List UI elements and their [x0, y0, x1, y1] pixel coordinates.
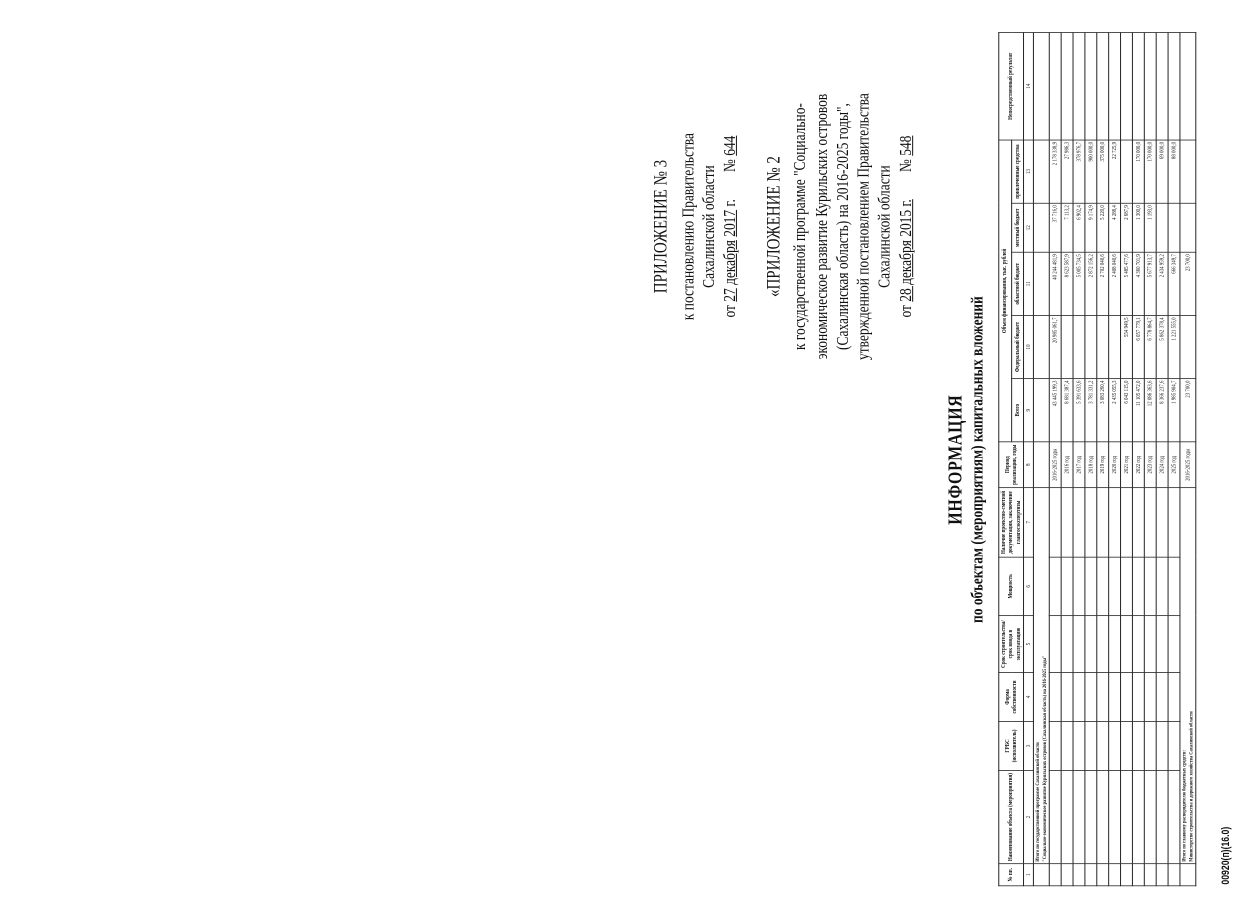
cell-federal: 20 985 061,7	[1050, 315, 1062, 378]
cell-federal	[1097, 315, 1109, 378]
header-other: привлеченные средства	[1011, 140, 1023, 203]
cell-result	[1168, 33, 1180, 140]
cell-empty	[1156, 673, 1168, 722]
cell-empty	[1050, 770, 1062, 863]
cell-empty	[1109, 864, 1121, 886]
cell-empty	[1145, 673, 1157, 722]
cell-result	[1061, 33, 1073, 140]
cell-period: 2016-2025 годы	[1050, 442, 1062, 488]
cell-total: 3 083 260,4	[1097, 379, 1109, 442]
cell-total: 12 086 363,6	[1145, 379, 1157, 442]
cell-total: 1 985 904,7	[1168, 379, 1180, 442]
document-heading: ИНФОРМАЦИЯ	[944, 394, 967, 525]
table-row	[1061, 33, 1073, 886]
table-row	[1145, 33, 1157, 886]
cell-regional: 8 623 587,9	[1061, 252, 1073, 315]
cell-empty	[1097, 673, 1109, 722]
cell-other	[1121, 140, 1133, 203]
cell-period: 2021 год	[1121, 442, 1133, 488]
cell-local	[1180, 203, 1196, 252]
cell-result	[1133, 33, 1145, 140]
cell-total: 2 435 055,3	[1109, 379, 1121, 442]
appendix-date: от 27 декабря 2017 г. № 644	[720, 135, 740, 318]
cell-empty	[1109, 770, 1121, 863]
cell-local: 37 716,0	[1050, 203, 1062, 252]
cell-period: 2023 год	[1145, 442, 1157, 488]
cell-empty	[1156, 488, 1168, 558]
cell-federal: 554 949,5	[1121, 315, 1133, 378]
prior-appendix-line: (Сахалинская область) на 2016-2025 годы",	[832, 103, 852, 350]
cell-empty	[1073, 721, 1085, 770]
cell-regional: 5 005 734,5	[1073, 252, 1085, 315]
cell-empty	[1050, 557, 1062, 615]
cell-empty	[1145, 616, 1157, 673]
table-row	[1073, 33, 1085, 886]
document-subheading: по объектам (мероприятиям) капитальных вложений	[967, 296, 987, 623]
header-federal: Федеральный бюджет	[1011, 315, 1023, 378]
prior-appendix-date: от 28 декабря 2015 г. № 548	[895, 135, 915, 318]
cell-local: 1 193,0	[1145, 203, 1157, 252]
cell-local: 9 174,9	[1085, 203, 1097, 252]
cell-regional: 5 485 477,6	[1121, 252, 1133, 315]
cell-empty	[1097, 770, 1109, 863]
cell-federal	[1085, 315, 1097, 378]
cell-other: 27 986,3	[1061, 140, 1073, 203]
cell-empty	[1061, 770, 1073, 863]
sub-note-row	[1180, 33, 1196, 886]
cell-empty	[1121, 770, 1133, 863]
cell-regional: 666 349,7	[1168, 252, 1180, 315]
cell-empty	[1133, 721, 1145, 770]
cell-empty	[1085, 557, 1097, 615]
cell-result	[1145, 33, 1157, 140]
cell-federal	[1180, 315, 1196, 378]
cell-federal: 5 862 378,4	[1156, 315, 1168, 378]
cell-period: 2025 год	[1168, 442, 1180, 488]
cell-empty	[1097, 864, 1109, 886]
cell-result	[1180, 33, 1196, 140]
cell-result	[1085, 33, 1097, 140]
cell-empty	[1050, 673, 1062, 722]
cell-empty	[1121, 557, 1133, 615]
cell-empty	[1121, 488, 1133, 558]
cell-empty	[1109, 673, 1121, 722]
cell-result	[1121, 33, 1133, 140]
cell-empty	[1109, 557, 1121, 615]
cell-regional: 2 702 040,6	[1097, 252, 1109, 315]
table-row	[1168, 33, 1180, 886]
cell-result	[1050, 33, 1062, 140]
cell-empty	[1145, 557, 1157, 615]
table-row	[1097, 33, 1109, 886]
cell-empty	[1121, 616, 1133, 673]
prior-appendix-title: «ПРИЛОЖЕНИЕ № 2	[763, 156, 784, 298]
cell-empty	[1097, 616, 1109, 673]
table-row	[1133, 33, 1145, 886]
cell-federal	[1109, 315, 1121, 378]
cell-empty	[1145, 488, 1157, 558]
header-period: Период реализации, годы	[999, 442, 1024, 488]
cell-period: 2024 год	[1156, 442, 1168, 488]
cell-empty	[1050, 721, 1062, 770]
header-grbs: ГРБС (исполнитель)	[999, 721, 1024, 770]
appendix-line: к постановлению Правительства	[678, 133, 698, 321]
cell-local: 1 300,0	[1133, 203, 1145, 252]
cell-period: 2018 год	[1085, 442, 1097, 488]
cell-regional: 2 872 156,2	[1085, 252, 1097, 315]
header-regional: областной бюджет	[1011, 252, 1023, 315]
cell-regional: 2 408 040,6	[1109, 252, 1121, 315]
appendix-title: ПРИЛОЖЕНИЕ № 3	[650, 159, 672, 294]
cell-empty	[1073, 616, 1085, 673]
cell-empty	[1168, 673, 1180, 722]
cell-empty	[1073, 770, 1085, 863]
cell-empty	[1085, 721, 1097, 770]
table-row	[1085, 33, 1097, 886]
cell-federal: 6 057 779,1	[1133, 315, 1145, 378]
table-row	[1121, 33, 1133, 886]
cell-empty	[1133, 616, 1145, 673]
cell-empty	[1145, 721, 1157, 770]
cell-local: 6 902,4	[1073, 203, 1085, 252]
cell-local: 2 687,9	[1121, 203, 1133, 252]
appendix-line: Сахалинской области	[699, 165, 719, 288]
cell-other: 378 976,7	[1073, 140, 1085, 203]
cell-period: 2016-2025 годы	[1180, 442, 1196, 488]
section-note: "Социально-экономическое развитие Курильских островов (Сахалинская область) на 2016-2025 годы"	[1041, 655, 1048, 862]
prior-appendix-line: Сахалинской области	[874, 165, 894, 288]
section-note-row	[1034, 33, 1050, 886]
cell-empty	[1050, 616, 1062, 673]
cell-regional: 23 700,0	[1180, 252, 1196, 315]
cell-result	[1156, 33, 1168, 140]
cell-empty	[1133, 673, 1145, 722]
cell-empty	[1156, 616, 1168, 673]
table-row	[1156, 33, 1168, 886]
cell-empty	[1133, 770, 1145, 863]
cell-empty	[1145, 770, 1157, 863]
cell-regional: 40 244 481,9	[1050, 252, 1062, 315]
cell-result	[1073, 33, 1085, 140]
cell-empty	[1085, 770, 1097, 863]
cell-empty	[1085, 616, 1097, 673]
cell-other	[1180, 140, 1196, 203]
cell-empty	[1133, 488, 1145, 558]
header-local: местный бюджет	[1011, 203, 1023, 252]
cell-empty	[1121, 864, 1133, 886]
cell-federal: 1 221 555,0	[1168, 315, 1180, 378]
cell-period: 2019 год	[1097, 442, 1109, 488]
cell-empty	[1156, 557, 1168, 615]
header-result: Непосредственный результат	[999, 33, 1024, 140]
prior-appendix-line: экономическое развитие Курильских островов	[811, 93, 831, 360]
cell-local: 5 220,0	[1097, 203, 1109, 252]
cell-local: 4 288,4	[1109, 203, 1121, 252]
cell-total: 6 043 115,0	[1121, 379, 1133, 442]
header-total: Всего	[1011, 379, 1023, 442]
cell-other: 170 000,0	[1133, 140, 1145, 203]
cell-empty	[1168, 864, 1180, 886]
table-row	[1109, 33, 1121, 886]
cell-local	[1156, 203, 1168, 252]
sub-note: Министерство строительства и дорожного хозяйства Сахалинской области	[1188, 711, 1195, 862]
cell-empty	[1097, 557, 1109, 615]
cell-total: 11 105 472,0	[1133, 379, 1145, 442]
cell-empty	[1085, 864, 1097, 886]
cell-empty	[1109, 616, 1121, 673]
cell-empty	[1133, 864, 1145, 886]
header-funding: Объем финансирования, тыс. рублей	[999, 140, 1011, 442]
cell-total: 8 681 387,4	[1061, 379, 1073, 442]
cell-empty	[1073, 557, 1085, 615]
cell-local: 7 113,2	[1061, 203, 1073, 252]
header-num: № пп.	[999, 864, 1024, 886]
cell-empty	[1073, 673, 1085, 722]
cell-empty	[1168, 557, 1180, 615]
prior-appendix-line: утвержденной постановлением Правительства	[853, 93, 873, 360]
appendix-block	[650, 41, 916, 412]
cell-empty	[1168, 488, 1180, 558]
cell-federal	[1061, 315, 1073, 378]
title-block	[945, 17, 988, 902]
sub-note: Итого по главному распорядителю бюджетных средств:	[1181, 750, 1188, 862]
header-form: Форма собственности	[999, 673, 1024, 722]
capital-investment-table	[998, 32, 1196, 886]
cell-empty	[1156, 864, 1168, 886]
cell-regional: 2 434 959,2	[1156, 252, 1168, 315]
cell-period: 2022 год	[1133, 442, 1145, 488]
cell-other: 22 725,9	[1109, 140, 1121, 203]
cell-empty	[1085, 488, 1097, 558]
column-index-row: 1 2 3 4 5 6 7 8 9 10 11 12 13 14	[1024, 33, 1034, 886]
cell-federal: 6 778 864,7	[1145, 315, 1157, 378]
cell-empty	[1085, 673, 1097, 722]
cell-empty	[1121, 721, 1133, 770]
cell-empty	[1168, 770, 1180, 863]
cell-total: 8 366 237,6	[1156, 379, 1168, 442]
cell-other: 88 000,0	[1168, 140, 1180, 203]
cell-empty	[1109, 721, 1121, 770]
cell-other: 900 000,0	[1085, 140, 1097, 203]
header-name: Наименование объекта (мероприятия)	[999, 770, 1024, 863]
cell-total: 3 781 331,2	[1085, 379, 1097, 442]
cell-empty	[1061, 616, 1073, 673]
header-docs: Наличие проектно-сметной документации, заключение главгосэкспертизы	[999, 488, 1024, 558]
cell-empty	[1061, 673, 1073, 722]
cell-empty	[1061, 721, 1073, 770]
cell-empty	[1073, 864, 1085, 886]
section-note: Итого по государственной программе Сахалинской области	[1035, 742, 1042, 862]
header-capacity: Мощность	[999, 557, 1024, 615]
cell-other: 69 000,0	[1156, 140, 1168, 203]
cell-other: 375 000,0	[1097, 140, 1109, 203]
cell-local	[1168, 203, 1180, 252]
cell-empty	[1168, 616, 1180, 673]
cell-empty	[1156, 721, 1168, 770]
prior-appendix-line: к государственной программе "Социально-	[790, 103, 810, 350]
cell-empty	[1168, 721, 1180, 770]
header-term: Срок строительства/срок ввода в эксплуатацию	[999, 616, 1024, 673]
cell-result	[1097, 33, 1109, 140]
cell-other: 170 000,0	[1145, 140, 1157, 203]
cell-empty	[1145, 864, 1157, 886]
cell-empty	[1061, 488, 1073, 558]
cell-regional: 4 360 701,9	[1133, 252, 1145, 315]
cell-empty	[1073, 488, 1085, 558]
cell-period: 2017 год	[1073, 442, 1085, 488]
cell-empty	[1133, 557, 1145, 615]
cell-empty	[1061, 864, 1073, 886]
cell-empty	[1097, 721, 1109, 770]
cell-empty	[1050, 864, 1062, 886]
cell-empty	[1109, 488, 1121, 558]
cell-period: 2016 год	[1061, 442, 1073, 488]
document-code: 00920(п)(16.0)	[1220, 826, 1232, 885]
cell-total: 43 445 199,3	[1050, 379, 1062, 442]
cell-empty	[1097, 488, 1109, 558]
cell-result	[1109, 33, 1121, 140]
cell-empty	[1121, 673, 1133, 722]
cell-period: 2020 год	[1109, 442, 1121, 488]
cell-other: 2 178 338,9	[1050, 140, 1062, 203]
cell-empty	[1061, 557, 1073, 615]
cell-total: 5 391 633,6	[1073, 379, 1085, 442]
cell-regional: 5 677 913,7	[1145, 252, 1157, 315]
cell-federal	[1073, 315, 1085, 378]
cell-total: 23 700,0	[1180, 379, 1196, 442]
table-row	[1050, 33, 1062, 886]
cell-empty	[1156, 770, 1168, 863]
cell-empty	[1050, 488, 1062, 558]
